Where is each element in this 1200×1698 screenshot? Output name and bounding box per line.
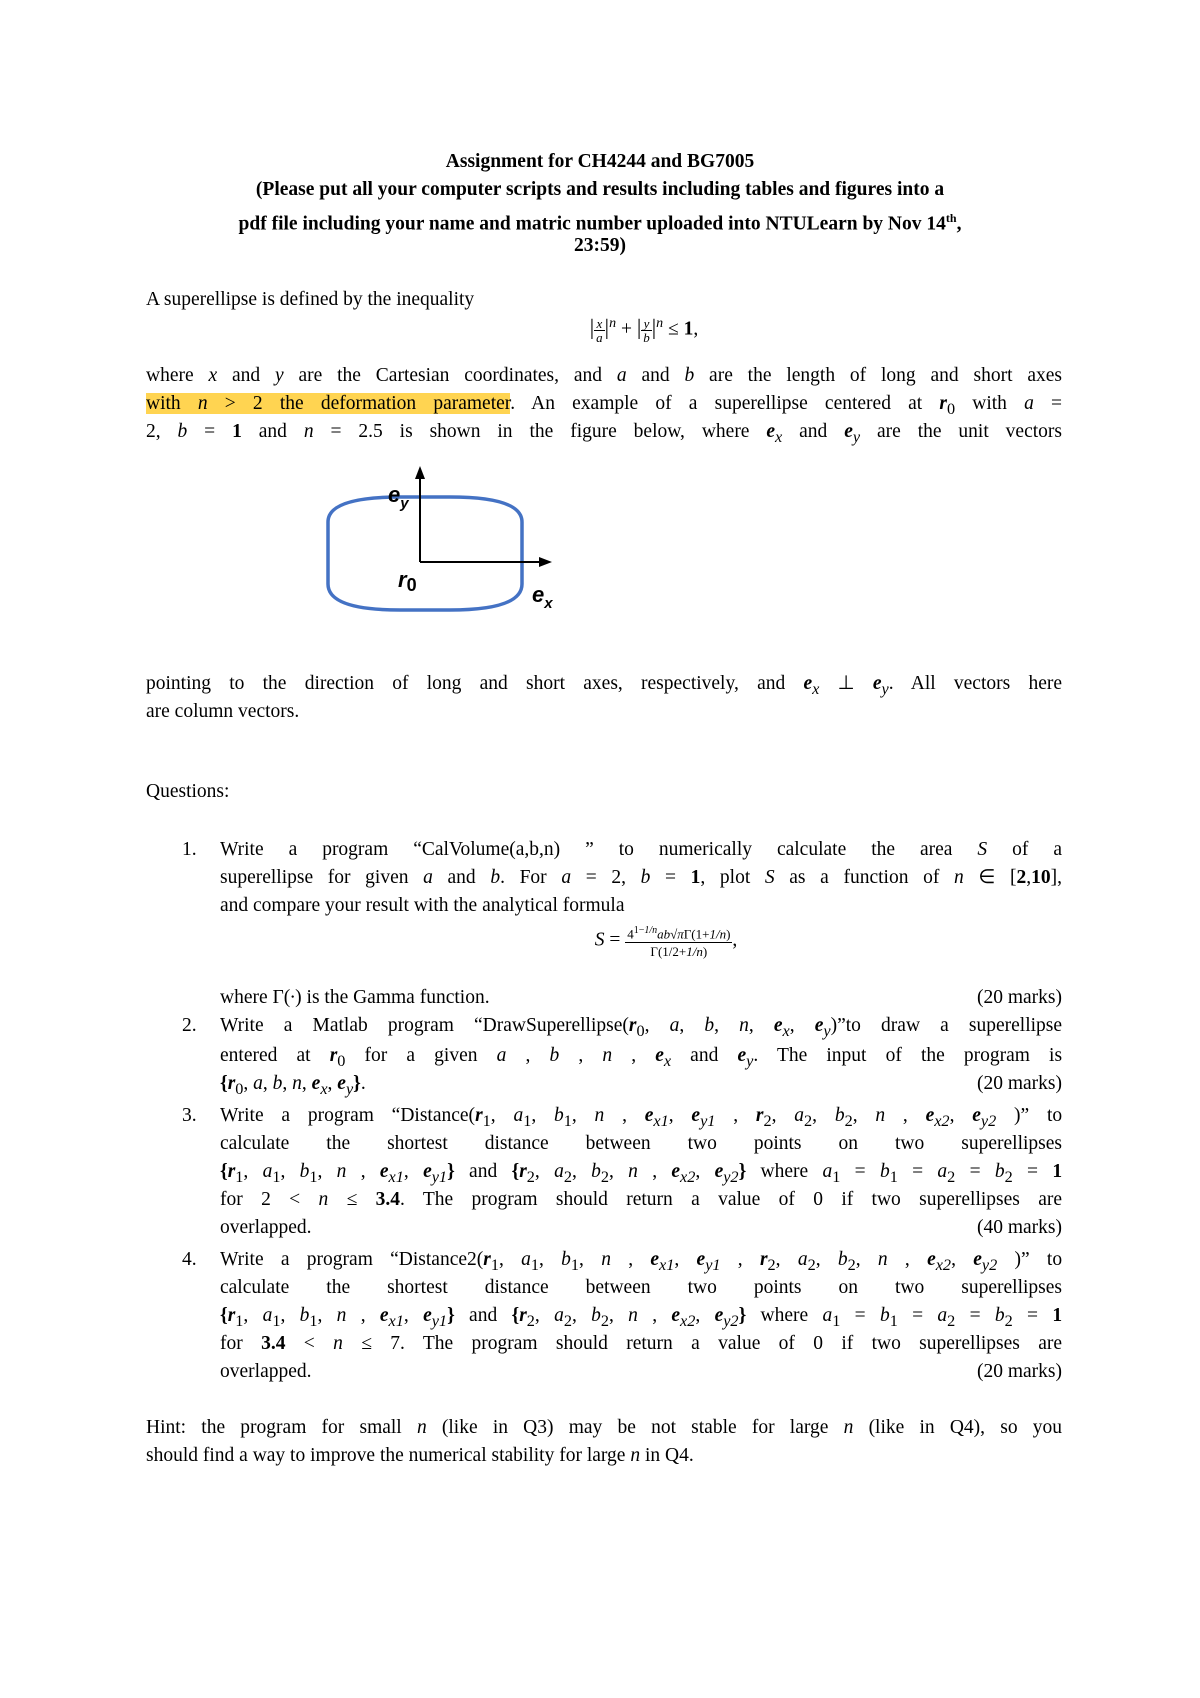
area-formula: S = $\frac{4^{1-1/n}ab√\pi\Gamma(1+1/n)}{\Gamma(1/2+1/n)}$ ,	[220, 922, 1062, 960]
question-2-line-1: Write a Matlab program “$DrawSuperellipse(r_0$, a, b, n, $e_x$, $e_y)”to$ draw a superellipse	[220, 1015, 1063, 1040]
ey-label: $e_y$	[388, 482, 409, 512]
after-figure-line-1: pointing to the direction of long and short axes, respectively, and $e_x$ ⊥ $e_y$. All vectors here	[146, 673, 1062, 698]
highlighted-text: with n > 2 the deformation parameter	[146, 393, 511, 414]
instructions-text-2: pdf file including your name and matric number uploaded into NTULearn by Nov 14	[238, 213, 946, 235]
question-2-line-3: {$r_0$, a, b, n, $e_x$, $e_y$}. (20 marks)	[220, 1070, 1062, 1103]
hint-line-1: Hint: the program for small n (like in Q3) may be not stable for large n (like in Q4), so you	[146, 1417, 1063, 1438]
deadline-time: 23:59	[574, 235, 620, 256]
question-1-line-4: where Γ(∙) is the Gamma function. (20 marks)	[220, 984, 1062, 1012]
question-4-line-5: overlapped. (20 marks)	[220, 1358, 1062, 1386]
question-3-number: 3.	[182, 1105, 197, 1126]
question-1-number: 1.	[182, 839, 197, 860]
intro-paragraph-3: with n > 2 the deformation parameter. An example of a superellipse centered at $r_0$ with a =	[146, 393, 1063, 418]
questions-heading: Questions:	[146, 781, 230, 802]
question-2-number: 2.	[182, 1015, 197, 1036]
intro-paragraph-1: A superellipse is defined by the inequality	[146, 289, 475, 310]
ex-arrowhead	[539, 557, 552, 567]
question-3-line-3: {$r_1$, $a_1$, $b_1$, n , $e_{x1}$, $e_{y1}$} and {$r_2$, $a_2$, $b_2$, n , $e_{x2}$, $e_{y2}$} where $a_1 = b_1 = a_2 = b_2 = 1$	[220, 1161, 1063, 1186]
question-3-line-4: for 2 < n ≤ 3.4. The program should return a value of 0 if two superellipses are	[220, 1189, 1063, 1210]
question-2-marks: (20 marks)	[976, 1073, 1062, 1094]
question-4-marks: (20 marks)	[976, 1361, 1062, 1382]
question-1-line-2: superellipse for given a and b. For a = 2, b = 1, plot S as a function of n ∈ [2,10],	[220, 867, 1062, 888]
instructions-text-1: Please put all your computer scripts and results including tables and figures into a	[262, 179, 945, 200]
ey-arrowhead	[415, 466, 425, 479]
superellipse-figure	[300, 462, 590, 632]
r0-label: r0	[398, 567, 417, 595]
question-4-line-1: Write a program “$Distance2(r_1$, $a_1$, $b_1$, n , $e_{x1}$, $e_{y1}$ , $r_2$, $a_2$, $b_2$, n , $e_{x2}$, $e_{y2}$ )” to	[220, 1249, 1063, 1274]
question-3-line-2: calculate the shortest distance between two points on two superellipses	[220, 1133, 1062, 1154]
after-figure-line-2: are column vectors.	[146, 701, 300, 722]
instructions-line-3: 23:59)	[574, 235, 626, 256]
question-4-line-4: for 3.4 < n ≤ 7. The program should return a value of 0 if two superellipses are	[220, 1333, 1063, 1354]
question-4-line-3: {$r_1$, $a_1$, $b_1$, n , $e_{x1}$, $e_{y1}$} and {$r_2$, $a_2$, $b_2$, n , $e_{x2}$, $e_{y2}$} where $a_1 = b_1 = a_2 = b_2 = 1$	[220, 1305, 1063, 1330]
question-3-marks: (40 marks)	[976, 1217, 1062, 1238]
assignment-title: Assignment for CH4244 and BG7005	[445, 151, 755, 172]
question-4-line-2: calculate the shortest distance between two points on two superellipses	[220, 1277, 1062, 1298]
intro-paragraph-2: where x and y are the Cartesian coordinates, and a and b are the length of long and short axes	[146, 365, 1063, 386]
question-1-marks: (20 marks)	[976, 987, 1062, 1008]
ex-label: $e_x$	[532, 582, 553, 612]
question-3-line-1: Write a program “$Distance(r_1$, $a_1$, $b_1$, n , $e_{x1}$, $e_{y1}$ , $r_2$, $a_2$, $b_2$, n , $e_{x2}$, $e_{y2}$ )” to	[220, 1105, 1063, 1130]
question-4-number: 4.	[182, 1249, 197, 1270]
question-2-line-2: entered at $r_0$ for a given a , b , n , $e_x$ and $e_y$. The input of the program is	[220, 1045, 1063, 1070]
question-3-line-5: overlapped. (40 marks)	[220, 1214, 1062, 1242]
superellipse-inequality: | $\frac{x}{a}$ $|^n$ + | $\frac{y}{b}$ $|^n \le 1$,	[589, 314, 699, 345]
hint-line-2: should find a way to improve the numerical stability for large n in Q4.	[146, 1445, 694, 1466]
superellipse-outline	[328, 497, 522, 610]
question-1-line-1: Write a program “CalVolume(a,b,n) ” to numerically calculate the area S of a	[220, 839, 1063, 860]
ordinal-suffix: th	[945, 211, 957, 225]
comma: ,	[956, 213, 962, 235]
question-1-line-3: and compare your result with the analytical formula	[220, 895, 625, 916]
instructions-line-1: (Please put all your computer scripts and results including tables and figures into a	[255, 179, 945, 200]
intro-paragraph-4: 2, b = 1 and n = 2.5 is shown in the figure below, where $e_x$ and $e_y$ are the unit vectors	[146, 421, 1062, 446]
